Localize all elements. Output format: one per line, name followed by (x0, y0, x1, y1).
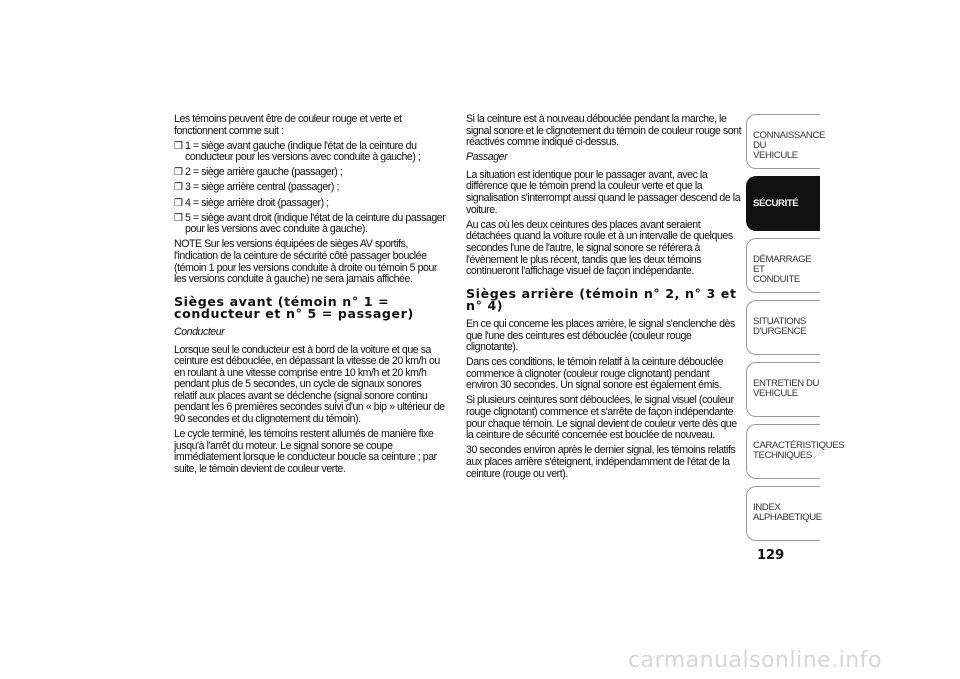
checkbox-bullet-icon: ❒ (174, 212, 183, 224)
tab-securite[interactable] (746, 176, 820, 231)
paragraph: Au cas où les deux ceintures des places avant seraient détachées quand la voiture roule et à un intervalle de quelques secondes l'une de l'autre, le signal sonore se référera à l'évènement le plus récent, tandis que les deux témoins continueront l'affichage visuel de façon indépendante. (466, 218, 733, 278)
tab-label: VEHICULE (753, 150, 798, 161)
bullet-item (174, 141, 446, 164)
bullet-item (174, 213, 446, 236)
tab-label: SÉCURITÉ (753, 198, 799, 209)
left-column (174, 114, 446, 479)
paragraph: Si la ceinture est à nouveau débouclée pendant la marche, le signal sonore et le clignotement du témoin de couleur rouge sont réactivés comme indiqué ci-dessus. (466, 113, 742, 149)
paragraph: 30 secondes environ après le dernier signal, les témoins relatifs aux places arrière s'éteignent, indépendamment de l'état de la ceinture (rouge ou vert). (466, 444, 736, 480)
checkbox-bullet-icon: ❒ (174, 197, 183, 209)
tab-label: ENTRETIEN DU (753, 378, 820, 389)
paragraph: Lorsque seul le conducteur est à bord de la voiture et que sa ceinture est débouclée, en dépassant la vitesse de 20 km/h ou en roulant à une vitesse comprise entre 10 km/h et 20 km/h pendant plus de 5 secondes, un cycle de signaux sonores relatif aux places avant se déclenche (signal sonore continu pendant les 6 premières secondes suivi d'un « bip » ultérieur de 90 secondes et du clignotement du témoin). (174, 343, 445, 426)
tab-label: VEHICULE (753, 388, 798, 399)
tab-demarrage-conduite[interactable] (746, 238, 820, 293)
paragraph: Dans ces conditions, le témoin relatif à la ceinture débouclée commence à clignoter (couleur rouge clignotant) pendant environ 30 secondes. Un signal sonore est également émis. (466, 356, 724, 392)
tab-label: INDEX (753, 502, 781, 513)
paragraph: Le cycle terminé, les témoins restent allumés de manière fixe jusqu'à l'arrêt du moteur. Le signal sonore se coupe immédiatement lorsque le conducteur boucle sa ceinture ; par suite, le témoin devient de couleur verte. (174, 428, 437, 475)
subheading-driver: Conducteur (174, 325, 225, 338)
tab-connaissance-vehicule[interactable] (746, 114, 825, 169)
watermark: carmanualsonline.info (628, 648, 882, 673)
bullet-text: 3 = siège arrière central (passager) ; (185, 181, 339, 194)
intro-text: Les témoins peuvent être de couleur rouge et verte et fonctionnent comme suit : (174, 113, 402, 137)
tab-label: CONNAISSANCE DU (753, 130, 825, 151)
bullet-item (174, 198, 446, 210)
bullet-text: 2 = siège arrière gauche (passager) ; (185, 166, 343, 179)
tab-index-alphabetique[interactable] (746, 486, 820, 541)
right-column (466, 114, 742, 484)
paragraph: La situation est identique pour le passager avant, avec la différence que le témoin prend la couleur verte et que la signalisation s'interrompt aussi quand le passager descend de la voiture. (466, 168, 741, 216)
section-heading-rear-seats: Sièges arrière (témoin n° 2, n° 3 et n° 4) (466, 285, 737, 314)
paragraph: En ce qui concerne les places arrière, le signal s'enclenche dès que l'une des ceintures est débouclée (couleur rouge clignotante). (466, 317, 735, 354)
tab-label: DÉMARRAGE ET (753, 254, 812, 275)
tab-caracteristiques-techniques[interactable] (746, 424, 845, 479)
checkbox-bullet-icon: ❒ (174, 140, 183, 152)
checkbox-bullet-icon: ❒ (174, 182, 183, 194)
tab-label: CONDUITE (753, 274, 800, 285)
subheading-passenger: Passager (466, 151, 508, 164)
note-text: NOTE Sur les versions équipées de sièges AV sportifs, l'indication de la ceinture de sécurité côté passager bouclée (témoin 1 pour les versions conduite à droite ou témoin 5 pour les versions conduite à gauche) ne sera jamais affichée. (174, 238, 438, 286)
chapter-tabs (746, 114, 845, 548)
tab-label: ALPHABETIQUE (753, 512, 822, 523)
tab-label: D'URGENCE (753, 326, 807, 337)
tab-label: CARACTÉRISTIQUES (753, 440, 845, 451)
paragraph: Si plusieurs ceintures sont débouclées, le signal visuel (couleur rouge clignotant) commence et s'arrête de façon indépendante pour chaque témoin. Le signal devient de couleur verte dès que la ceinture de sécurité concernée est bouclée de nouveau. (466, 394, 737, 442)
bullet-text: 4 = siège arrière droit (passager) ; (185, 196, 329, 209)
section-heading-front-seats: Sièges avant (témoin n° 1 = conducteur et n° 5 = passager) (174, 293, 414, 322)
tab-label: SITUATIONS (753, 316, 806, 327)
checkbox-bullet-icon: ❒ (174, 167, 183, 179)
bullet-text: 5 = siège avant droit (indique l'état de la ceinture du passager pour les versions avec conduite à gauche). (185, 211, 446, 236)
page-number: 129 (757, 548, 785, 563)
bullet-item (174, 167, 446, 179)
tab-label: TECHNIQUES (753, 450, 812, 461)
tab-entretien-vehicule[interactable] (746, 362, 820, 417)
tab-situations-urgence[interactable] (746, 300, 820, 355)
bullet-item (174, 182, 446, 194)
bullet-text: 1 = siège avant gauche (indique l'état de la ceinture du conducteur pour les versions avec conduite à gauche) ; (185, 139, 421, 164)
